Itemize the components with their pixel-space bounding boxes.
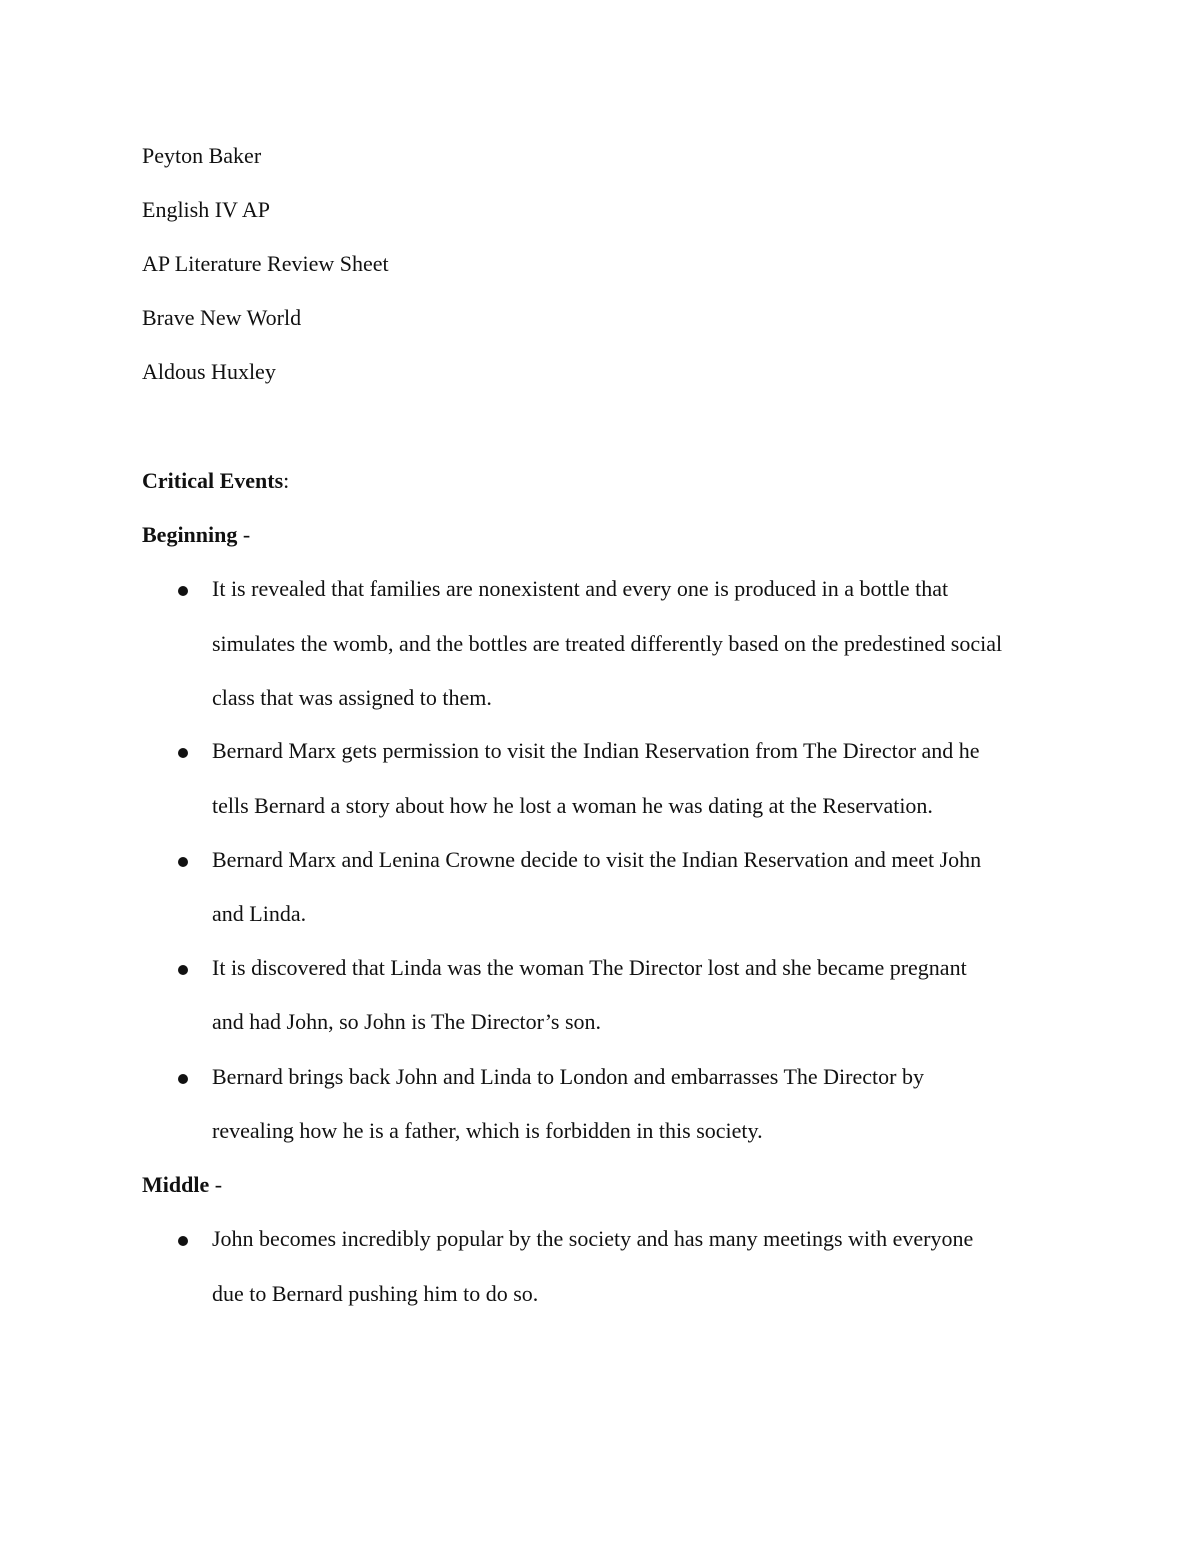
bullet-icon [178, 857, 188, 867]
list-item-line: and had John, so John is The Director’s son. [212, 1009, 602, 1034]
critical-events-heading [142, 467, 289, 495]
beginning-dash: - [237, 522, 251, 547]
bullet-icon [178, 748, 188, 758]
list-item-line: John becomes incredibly popular by the society and has many meetings with everyone [212, 1226, 974, 1251]
list-item-line: class that was assigned to them. [212, 685, 492, 710]
list-item-line: revealing how he is a father, which is forbidden in this society. [212, 1118, 763, 1143]
beginning-label: Beginning [142, 522, 238, 547]
bullet-icon [178, 1236, 188, 1246]
list-item-line: It is revealed that families are nonexistent and every one is produced in a bottle that [212, 576, 949, 601]
list-item-line: due to Bernard pushing him to do so. [212, 1281, 539, 1306]
middle-heading [142, 1171, 222, 1199]
bullet-icon [178, 965, 188, 975]
middle-dash: - [209, 1172, 223, 1197]
list-item-line: simulates the womb, and the bottles are treated differently based on the predestined social [212, 631, 1003, 656]
list-item-line: and Linda. [212, 901, 307, 926]
list-item-line: Bernard Marx gets permission to visit the Indian Reservation from The Director and he [212, 738, 980, 763]
bullet-icon [178, 1074, 188, 1084]
critical-events-colon: : [283, 468, 290, 493]
student-name: Peyton Baker [142, 143, 262, 168]
middle-label: Middle [142, 1172, 210, 1197]
book-author: Aldous Huxley [142, 359, 276, 384]
critical-events-label: Critical Events [142, 468, 284, 493]
course-name: English IV AP [142, 197, 270, 222]
assignment-title: AP Literature Review Sheet [142, 251, 389, 276]
book-title: Brave New World [142, 305, 302, 330]
list-item-line: Bernard Marx and Lenina Crowne decide to visit the Indian Reservation and meet John [212, 847, 982, 872]
list-item-line: tells Bernard a story about how he lost a woman he was dating at the Reservation. [212, 793, 933, 818]
beginning-heading [142, 521, 250, 549]
list-item-line: Bernard brings back John and Linda to London and embarrasses The Director by [212, 1064, 924, 1089]
list-item-line: It is discovered that Linda was the woman The Director lost and she became pregnant [212, 955, 967, 980]
bullet-icon [178, 586, 188, 596]
